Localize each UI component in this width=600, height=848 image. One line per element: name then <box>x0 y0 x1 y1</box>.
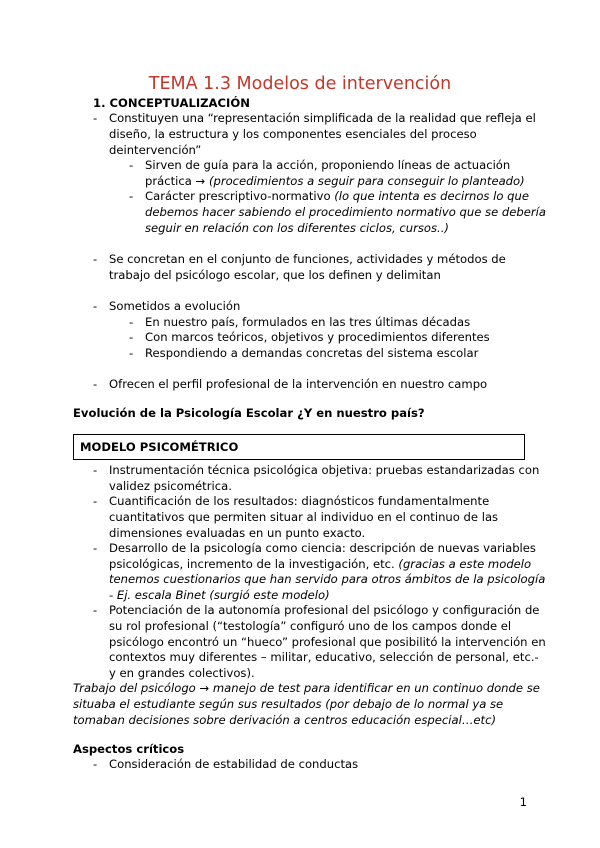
sub-bullet-dash: - <box>129 158 134 172</box>
critical-heading: Aspectos críticos <box>73 742 185 756</box>
sub-bullet-text: En nuestro país, formulados en las tres últimas décadas <box>145 315 471 329</box>
bullet-dash: - <box>93 603 98 617</box>
sub-bullet-text: seguir en relación con los diferentes ciclos, cursos..) <box>145 221 449 235</box>
summary-text: Trabajo del psicólogo → manejo de test para identificar en un continuo donde se <box>73 681 540 695</box>
summary-text: tomaban decisiones sobre derivación a centros educación especial…etc) <box>73 713 497 727</box>
sub-bullet-text: Sirven de guía para la acción, proponiendo líneas de actuación <box>145 158 511 172</box>
bullet-text: psicológicas, incremento de la investigación, etc. (gracias a este modelo <box>109 557 532 571</box>
sub-bullet-dash: - <box>129 330 134 344</box>
bullet-text: Se concretan en el conjunto de funciones, actividades y métodos de <box>109 252 506 266</box>
sub-bullet-dash: - <box>129 346 134 360</box>
bullet-text: y en grandes colectivos). <box>109 666 255 680</box>
bullet-dash: - <box>93 463 98 477</box>
sub-bullet-text: Respondiendo a demandas concretas del sistema escolar <box>145 346 479 360</box>
bullet-text: cuantitativos que permiten situar al individuo en el continuo de las <box>109 510 499 524</box>
bullet-text: Desarrollo de la psicología como ciencia: descripción de nuevas variables <box>109 541 536 555</box>
bullet-dash: - <box>93 377 98 391</box>
bullet-text: Constituyen una “representación simplificada de la realidad que refleja el <box>109 111 536 125</box>
bullet-dash: - <box>93 111 98 125</box>
bullet-text: Consideración de estabilidad de conductas <box>109 757 359 771</box>
bullet-text: Potenciación de la autonomía profesional del psicólogo y configuración de <box>109 603 540 617</box>
bullet-text: psicólogo encontró un “hueco” profesional que posibilitó la intervención en <box>109 635 546 649</box>
page-number: 1 <box>519 795 527 809</box>
model-title-box <box>73 434 525 460</box>
bullet-text: contextos muy diferentes – militar, educativo, selección de personal, etc.- <box>109 650 539 664</box>
page-title: TEMA 1.3 Modelos de intervención <box>148 74 452 94</box>
sub-bullet-text: Carácter prescriptivo-normativo (lo que intenta es decirnos lo que <box>145 189 529 203</box>
sub-bullet-text: debemos hacer sabiendo el procedimiento normativo que se debería <box>145 205 546 219</box>
sub-bullet-text: Con marcos teóricos, objetivos y procedimientos diferentes <box>145 330 490 344</box>
model-title: MODELO PSICOMÉTRICO <box>80 440 239 454</box>
sub-bullet-dash: - <box>129 189 134 203</box>
bullet-text: su rol profesional (“testología” configuró uno de los campos donde el <box>109 619 512 633</box>
bullet-dash: - <box>93 299 98 313</box>
bullet-text: diseño, la estructura y los componentes esenciales del proceso <box>109 127 477 141</box>
section-heading: 1. CONCEPTUALIZACIÓN <box>93 96 250 110</box>
summary-text: situaba el estudiante según sus resultados (por debajo de lo normal ya se <box>73 697 504 711</box>
bullet-text: Sometidos a evolución <box>109 299 241 313</box>
bullet-dash: - <box>93 494 98 508</box>
bullet-dash: - <box>93 757 98 771</box>
bullet-text: dimensiones evaluadas en un punto exacto. <box>109 526 366 540</box>
sub-bullet-text: práctica → (procedimientos a seguir para conseguir lo planteado) <box>145 174 525 188</box>
bullet-dash: - <box>93 541 98 555</box>
evolution-heading: Evolución de la Psicología Escolar ¿Y en nuestro país? <box>73 406 425 420</box>
bullet-text: trabajo del psicólogo escolar, que los definen y delimitan <box>109 268 441 282</box>
bullet-dash: - <box>93 252 98 266</box>
sub-bullet-dash: - <box>129 315 134 329</box>
bullet-text: - Ej. escala Binet (surgió este modelo) <box>109 588 330 602</box>
bullet-text: deintervención” <box>109 143 202 157</box>
bullet-text: tenemos cuestionarios que han servido para otros ámbitos de la psicología <box>109 572 546 586</box>
bullet-text: Instrumentación técnica psicológica objetiva: pruebas estandarizadas con <box>109 463 540 477</box>
bullet-text: Ofrecen el perfil profesional de la intervención en nuestro campo <box>109 377 488 391</box>
bullet-text: Cuantificación de los resultados: diagnósticos fundamentalmente <box>109 494 490 508</box>
bullet-text: validez psicométrica. <box>109 479 232 493</box>
